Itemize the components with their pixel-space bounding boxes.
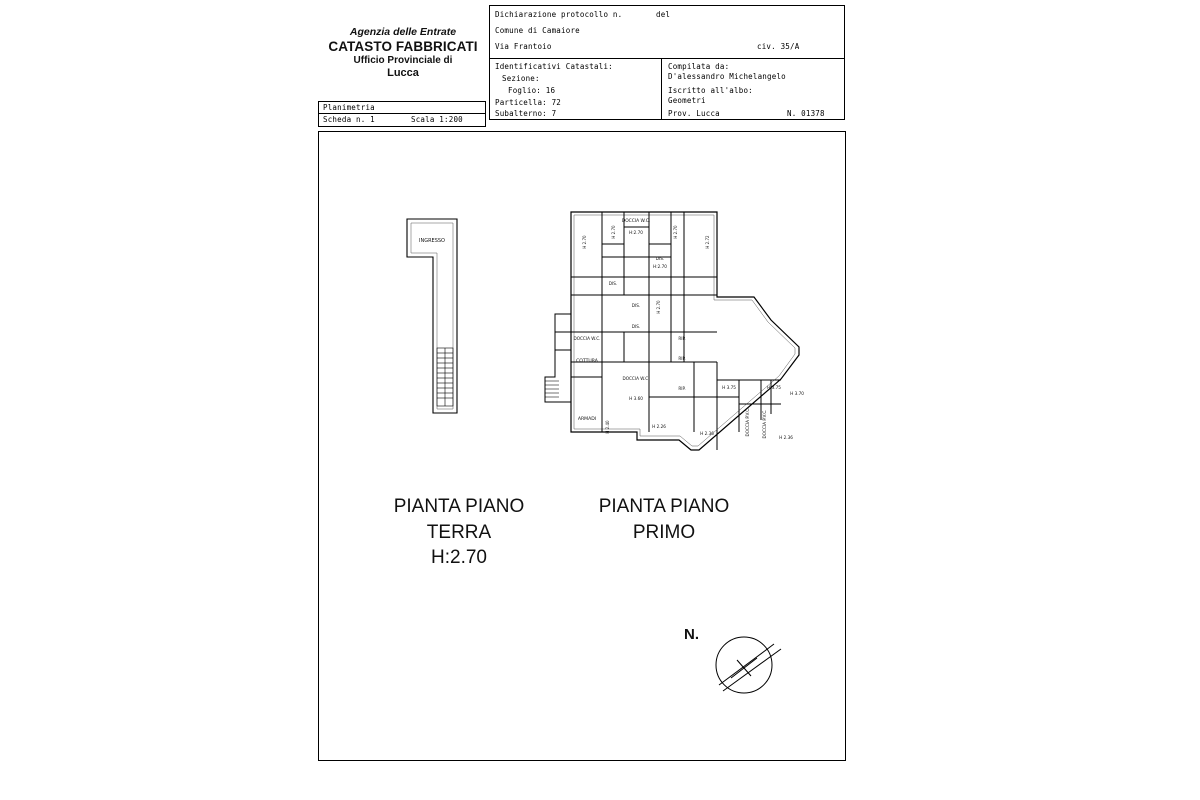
planimetria-box (318, 101, 486, 127)
room-label-doccia-wc-1: DOCCIA W.C. (621, 219, 651, 224)
dim-2: H 2.70 (611, 225, 616, 239)
room-dim-dis-1: H:2.70 (653, 264, 667, 269)
comune-value: Comune di Camaiore (495, 26, 580, 35)
identificativi-catastali (490, 59, 662, 119)
room-label-cottura: COTTURA (576, 359, 598, 364)
caption-ground-floor (359, 494, 559, 571)
caption-first-floor (559, 494, 769, 545)
room-label-doccia-pvc-2: DOCCIA P.V.C. (762, 409, 767, 439)
dim-1: H 2.70 (582, 235, 587, 249)
room-label-rip-3: RIP. (678, 386, 686, 391)
room-label-rip-1: RIP. (678, 336, 686, 341)
dim-5: H 2.72 (705, 235, 710, 249)
foglio-value: Foglio: 16 (508, 86, 556, 95)
office-city: Lucca (387, 67, 419, 80)
office-line: Ufficio Provinciale di (353, 55, 453, 67)
identification-block (490, 59, 844, 119)
surveyor-name: D'alessandro Michelangelo (668, 72, 786, 81)
sezione-label: Sezione: (502, 74, 540, 83)
agency-header (318, 26, 488, 81)
room-label-doccia-wc-3: DOCCIA W.C. (622, 376, 650, 381)
dim-6: H 3.75 (722, 385, 736, 390)
room-label-rip-2: RIP. (678, 356, 686, 361)
caption-ground-line3: H:2.70 (431, 547, 487, 569)
floor-plans-drawing (319, 132, 847, 762)
scheda-number: Scheda n. 1 (323, 115, 375, 124)
compilata-da (662, 59, 844, 119)
compilata-title: Compilata da: (668, 62, 730, 71)
via-value: Via Frantoio (495, 42, 552, 51)
dim-4: H 2.70 (673, 225, 678, 239)
drawing-frame (318, 131, 846, 761)
dim-13: H 2.36 (779, 435, 793, 440)
protocollo-label: Dichiarazione protocollo n. (495, 10, 623, 19)
dim-11: H 2.26 (652, 424, 666, 429)
caption-ground-line2: TERRA (426, 521, 492, 543)
particella-value: Particella: 72 (495, 98, 562, 107)
dim-7: H 3.75 (767, 385, 781, 390)
albo-label: Iscritto all'albo: (668, 86, 753, 95)
north-label: N. (684, 626, 699, 643)
prov-value: Prov. Lucca (668, 109, 720, 118)
albo-value: Geometri (668, 96, 706, 105)
caption-first-line2: PRIMO (632, 521, 696, 543)
room-label-doccia-pvc-1: DOCCIA P.V.C. (745, 407, 750, 437)
dim-3: H 2.70 (656, 300, 661, 314)
header-info-grid (489, 5, 845, 120)
dim-12: H 2.36 (700, 431, 714, 436)
planimetria-title: Planimetria (319, 102, 485, 114)
catasto-title: CATASTO FABBRICATI (328, 38, 478, 54)
identificativi-title: Identificativi Catastali: (495, 62, 613, 71)
dim-8: H 3.70 (790, 391, 804, 396)
compass-rose (716, 637, 781, 693)
room-label-dis-3: DIS. (631, 303, 641, 308)
dim-9: H 3.60 (629, 396, 643, 401)
subalterno-value: Subalterno: 7 (495, 109, 557, 118)
dim-10: H 2.40 (605, 420, 610, 434)
room-label-dis-4: DIS. (631, 324, 641, 329)
albo-number: N. 01378 (787, 109, 825, 118)
caption-ground-line1: PIANTA PIANO (393, 496, 525, 517)
room-label-ingresso: INGRESSO (418, 238, 446, 244)
del-label: del (656, 10, 671, 19)
caption-first-line1: PIANTA PIANO (598, 496, 730, 517)
room-label-armadi: ARMADI (577, 417, 597, 422)
room-label-dis-1: DIS. (655, 256, 665, 261)
declaration-block (490, 6, 844, 59)
planimetria-meta (319, 114, 485, 126)
room-label-doccia-wc-2: DOCCIA W.C. (573, 336, 601, 341)
ground-floor-plan (407, 219, 457, 413)
room-dim-doccia-wc-1: H:2.70 (629, 230, 643, 235)
room-label-dis-2: DIS. (608, 281, 618, 286)
civico-value: civ. 35/A (757, 42, 800, 51)
agency-name: Agenzia delle Entrate (349, 26, 457, 38)
scale-value: Scala 1:200 (411, 115, 463, 124)
